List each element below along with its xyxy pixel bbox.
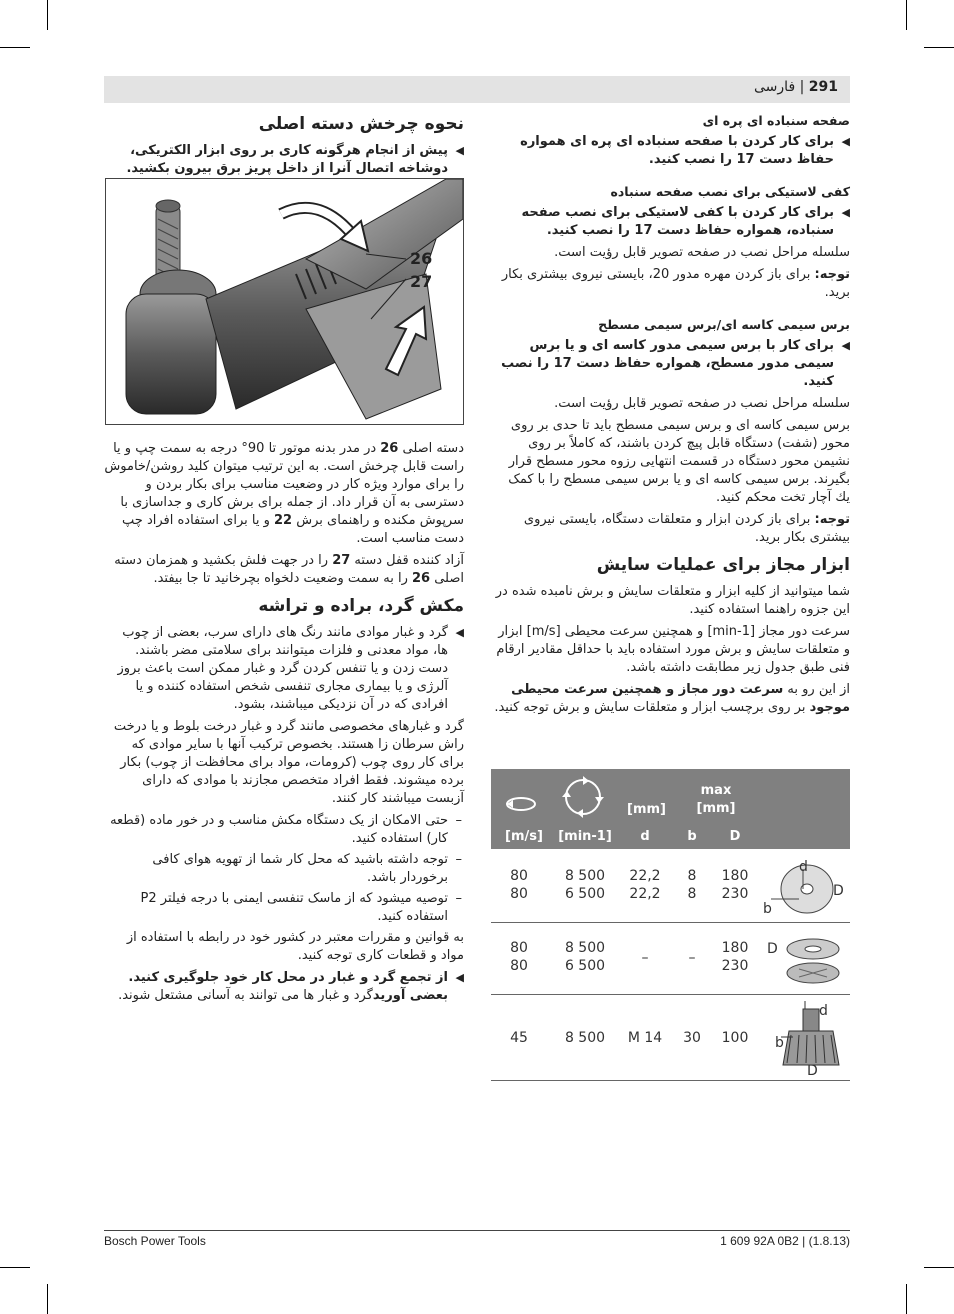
dim-label: b (763, 901, 772, 917)
col-d: d (640, 829, 650, 844)
dash-item: – توجه داشته باشید که محل کار شما از تهویه هوای کافی برخوردار باشد. (104, 851, 464, 887)
cutting-disc-icon (763, 855, 847, 917)
text-run: و یا برای استفاده افراد چپ دست مناسب است. (122, 513, 464, 546)
text-run: را به سمت وضعیت دلخواه بچرخانید تا جا بیفتد. (153, 571, 412, 586)
cell-ms: 80 80 (510, 940, 528, 974)
peripheral-speed-icon (503, 791, 539, 817)
text-run-bold: از تجمع گرد و غبار در محل کار خود جلوگیری کنید. بعضی (128, 970, 448, 1003)
cell-min: 8 500 (564, 1030, 606, 1046)
section-title-wire-brush: برس سیمی کاسه ای/برس سیمی مسطح (598, 317, 850, 332)
section-title-rotate-handle: نحوه چرخش دسته اصلی (258, 114, 464, 134)
rotation-speed-icon (561, 775, 605, 819)
ref-number: 26 (411, 571, 431, 586)
col-mm-label: [mm] (696, 801, 736, 816)
ref-number: 22 (274, 513, 293, 528)
warning-rubber-pad: ◀ برای کار کردن با کفی لاستیکی برای نصب صفحه سنباده، همواره حفاظ دست 17 را نصب کنید. (492, 204, 850, 240)
crop-mark (906, 0, 907, 30)
cell-d: 22,2 22,2 (629, 868, 661, 902)
footer-brand: Bosch Power Tools (104, 1234, 206, 1248)
col-D: D (729, 829, 741, 844)
cell-ms: 45 (510, 1030, 528, 1046)
text-run: بر روی برچسب ابزار و متعلقات سایش و برش توجه کنید. (494, 700, 810, 715)
right-column (492, 112, 850, 721)
ref-number: 26 (380, 441, 399, 456)
warning-dust-health: ◀ گرد و غبار موادی مانند رنگ های دارای سرب، بعضی از چوب ها، مواد معدنی و فلزات میتوانند برای سلامتی مضر باشند. دست زدن و یا تنفس کردن گرد و غبار ممکن است باعث بروز آلرژی و یا بیماری مجاری تنفسی شخص استفاده کننده و یا افرادی که در آن نزدیکی میباشند، بشود. (104, 624, 464, 714)
warning-dust-accumulation (104, 969, 464, 1005)
header-separator: | (795, 79, 805, 95)
table-row (491, 923, 850, 995)
col-ms: [m/s] (505, 829, 543, 844)
col-mm-label: [mm] (627, 802, 666, 817)
text-run: را در جهت فلش بکشید و همزمان دسته اصلی (114, 553, 464, 586)
warning-flap-disc: ◀ برای کار کردن با صفحه سنباده ای پره ای همواره حفاظ دست 17 را نصب کنید. (492, 133, 850, 169)
language-label: فارسی (754, 79, 796, 95)
callout-26: 26 (410, 249, 433, 268)
cell-D: 180 230 (721, 940, 749, 974)
header-text (754, 79, 838, 95)
dim-label: d (819, 1003, 828, 1019)
warning-unplug: ◀ پیش از انجام هرگونه کاری بر روی ابزار الکتریکی، دوشاخه اتصال آنرا از داخل پریز برق بیرون بکشید. (104, 142, 464, 178)
footer-doc-number: 1 609 92A 0B2 | (1.8.13) (720, 1234, 850, 1248)
cell-b: 8 8 (687, 868, 697, 902)
note-label: توجه: (814, 267, 850, 282)
paragraph: شما میتوانید از کلیه ابزار و متعلقات سایش و برش نامبده شده در این جزوه راهنما استفاده کنید. (495, 584, 850, 617)
paragraph: برس سیمی کاسه ای و برس سیمی مسطح باید تا حدی بر روی محور (شفت) دستگاه قابل پیچ کردن باشند، که کاملاً بر روی نشیمن محور دستگاه در قسمت انتهایی رزوه محور مسطح قرار بگیرند. برس سیمی کاسه ای و یا برس سیمی مسطح را با کمک یك آچار تخت محکم کنید. (508, 418, 850, 505)
note-text: برای باز کردن ابزار و متعلقات دستگاه، بایستی نیروی بیشتری بکار برید. (523, 512, 850, 545)
crop-mark (47, 1284, 48, 1314)
sanding-disc-icon (763, 929, 847, 989)
cell-d: M 14 (627, 1030, 663, 1046)
table-row (491, 849, 850, 923)
figure-grinder-handle (105, 178, 464, 425)
dim-label: d (799, 859, 808, 875)
note-paragraph (492, 266, 850, 302)
section-title-dust-extraction: مکش گرد، براده و تراشه (258, 596, 464, 616)
dim-label: b (775, 1035, 784, 1051)
paragraph (492, 681, 850, 717)
table-header (491, 769, 850, 849)
paragraph (104, 440, 464, 548)
text-run-bold: آورید (372, 988, 406, 1003)
crop-mark (924, 47, 954, 48)
paragraph: سلسله مراحل نصب در صفحه تصویر قابل رؤیت است. (554, 245, 850, 260)
text-run: گرد و غبار ها می توانند به آسانی مشتعل شوند. (118, 988, 373, 1003)
note-text: برای باز کردن مهره مدور 20، بایستی نیروی بیشتری بکار برید. (501, 267, 850, 300)
ref-number: 27 (332, 553, 351, 568)
page-footer (104, 1230, 850, 1248)
text-run: آزاد کننده قفل دسته (350, 553, 464, 568)
col-min: [min-1] (558, 829, 612, 844)
text-run-bold: سرعت دور مجاز و همچنین سرعت محیطی موجود (511, 682, 850, 715)
cell-b: 30 (683, 1030, 701, 1046)
section-title-flap-disc: صفحه سنباده ای پره ای (702, 113, 850, 128)
cell-min: 8 500 6 500 (564, 868, 606, 902)
cell-min: 8 500 6 500 (564, 940, 606, 974)
page-header (104, 76, 850, 103)
cell-ms: 80 80 (510, 868, 528, 902)
paragraph: به قوانین و مقررات معتبر در کشور خود در رابطه با استفاده از مواد و قطعات کاری توجه کنید. (126, 930, 464, 963)
table-row (491, 995, 850, 1081)
cell-D: 180 230 (721, 868, 749, 902)
note-paragraph (492, 511, 850, 547)
warning-wire-brush: ◀ برای کار با برس سیمی مدور کاسه ای و یا برس سیمی مدور مسطح، همواره حفاظ دست 17 را نصب کنید. (492, 337, 850, 391)
text-run: در مدر بدنه موتور تا 90° درجه به سمت چپ و یا راست قابل چرخش است. به این ترتیب میتوان کلید روشن/خاموش را برای موارد ویژه کار در وضعیت مناسب برای بکار بردن و دسترسی به آن قرار داد. از جمله برای برش کاری و جداسازی با سرپوش مکنده و راهنمای برش (104, 441, 464, 528)
text-run: دسته اصلی (398, 441, 464, 456)
dim-label: D (767, 941, 778, 957)
cell-D: 100 (721, 1030, 749, 1046)
paragraph: سرعت دور مجاز [min-1] و همچنین سرعت محیطی [m/s] ابزار و متعلقات سایش و برش مورد استفاده باید با حداقل مقادیر ارقام فنی طبق جدول زیر مطابقت داشته باشد. (496, 624, 850, 675)
page-number: 291 (808, 79, 838, 95)
col-max-label: max (700, 783, 732, 798)
dim-label: D (833, 883, 844, 899)
gear-housing (126, 294, 216, 414)
dash-item: – توصیه میشود که از ماسک تنفسی ایمنی با درجه فیلتر P2 استفاده کنید. (104, 890, 464, 926)
crop-mark (906, 1284, 907, 1314)
section-title-permitted-tools: ابزار مجاز برای عملیات سایش (596, 555, 850, 575)
paragraph: گرد و غبارهای مخصوصی مانند گرد و غبار درخت بلوط و یا درخت راش سرطان زا هستند. بخصوص ترکیب آنها با سایر موادی که برای کار روی چوب (کرومات، مواد برای محافظت از چوب) بکار برده میشوند. فقط افراد متخصص مجازند با موادی که دارای آزبست میباشند کار کنند. (113, 719, 464, 806)
col-b: b (687, 829, 697, 844)
tool-spec-table (491, 769, 850, 1081)
crop-mark (47, 0, 48, 30)
dash-item: – حتی الامکان از یک دستگاه مکش مناسب و در خور ماده (قطعه کار) استفاده کنید. (104, 812, 464, 848)
callout-27: 27 (410, 272, 433, 291)
cell-b: – (688, 950, 696, 966)
crop-mark (924, 1267, 954, 1268)
cell-d: – (641, 950, 649, 966)
crop-mark (0, 1267, 30, 1268)
wire-cup-brush-icon (775, 999, 847, 1075)
paragraph: سلسله مراحل نصب در صفحه تصویر قابل رؤیت است. (554, 396, 850, 411)
note-label: توجه: (814, 512, 850, 527)
text-run: از این رو به (783, 682, 850, 697)
grinder-illustration (106, 179, 463, 424)
paragraph (104, 552, 464, 588)
crop-mark (0, 47, 30, 48)
section-title-rubber-pad: کفی لاستیکی برای نصب صفحه سنباده (610, 184, 850, 199)
dim-label: D (807, 1063, 818, 1075)
